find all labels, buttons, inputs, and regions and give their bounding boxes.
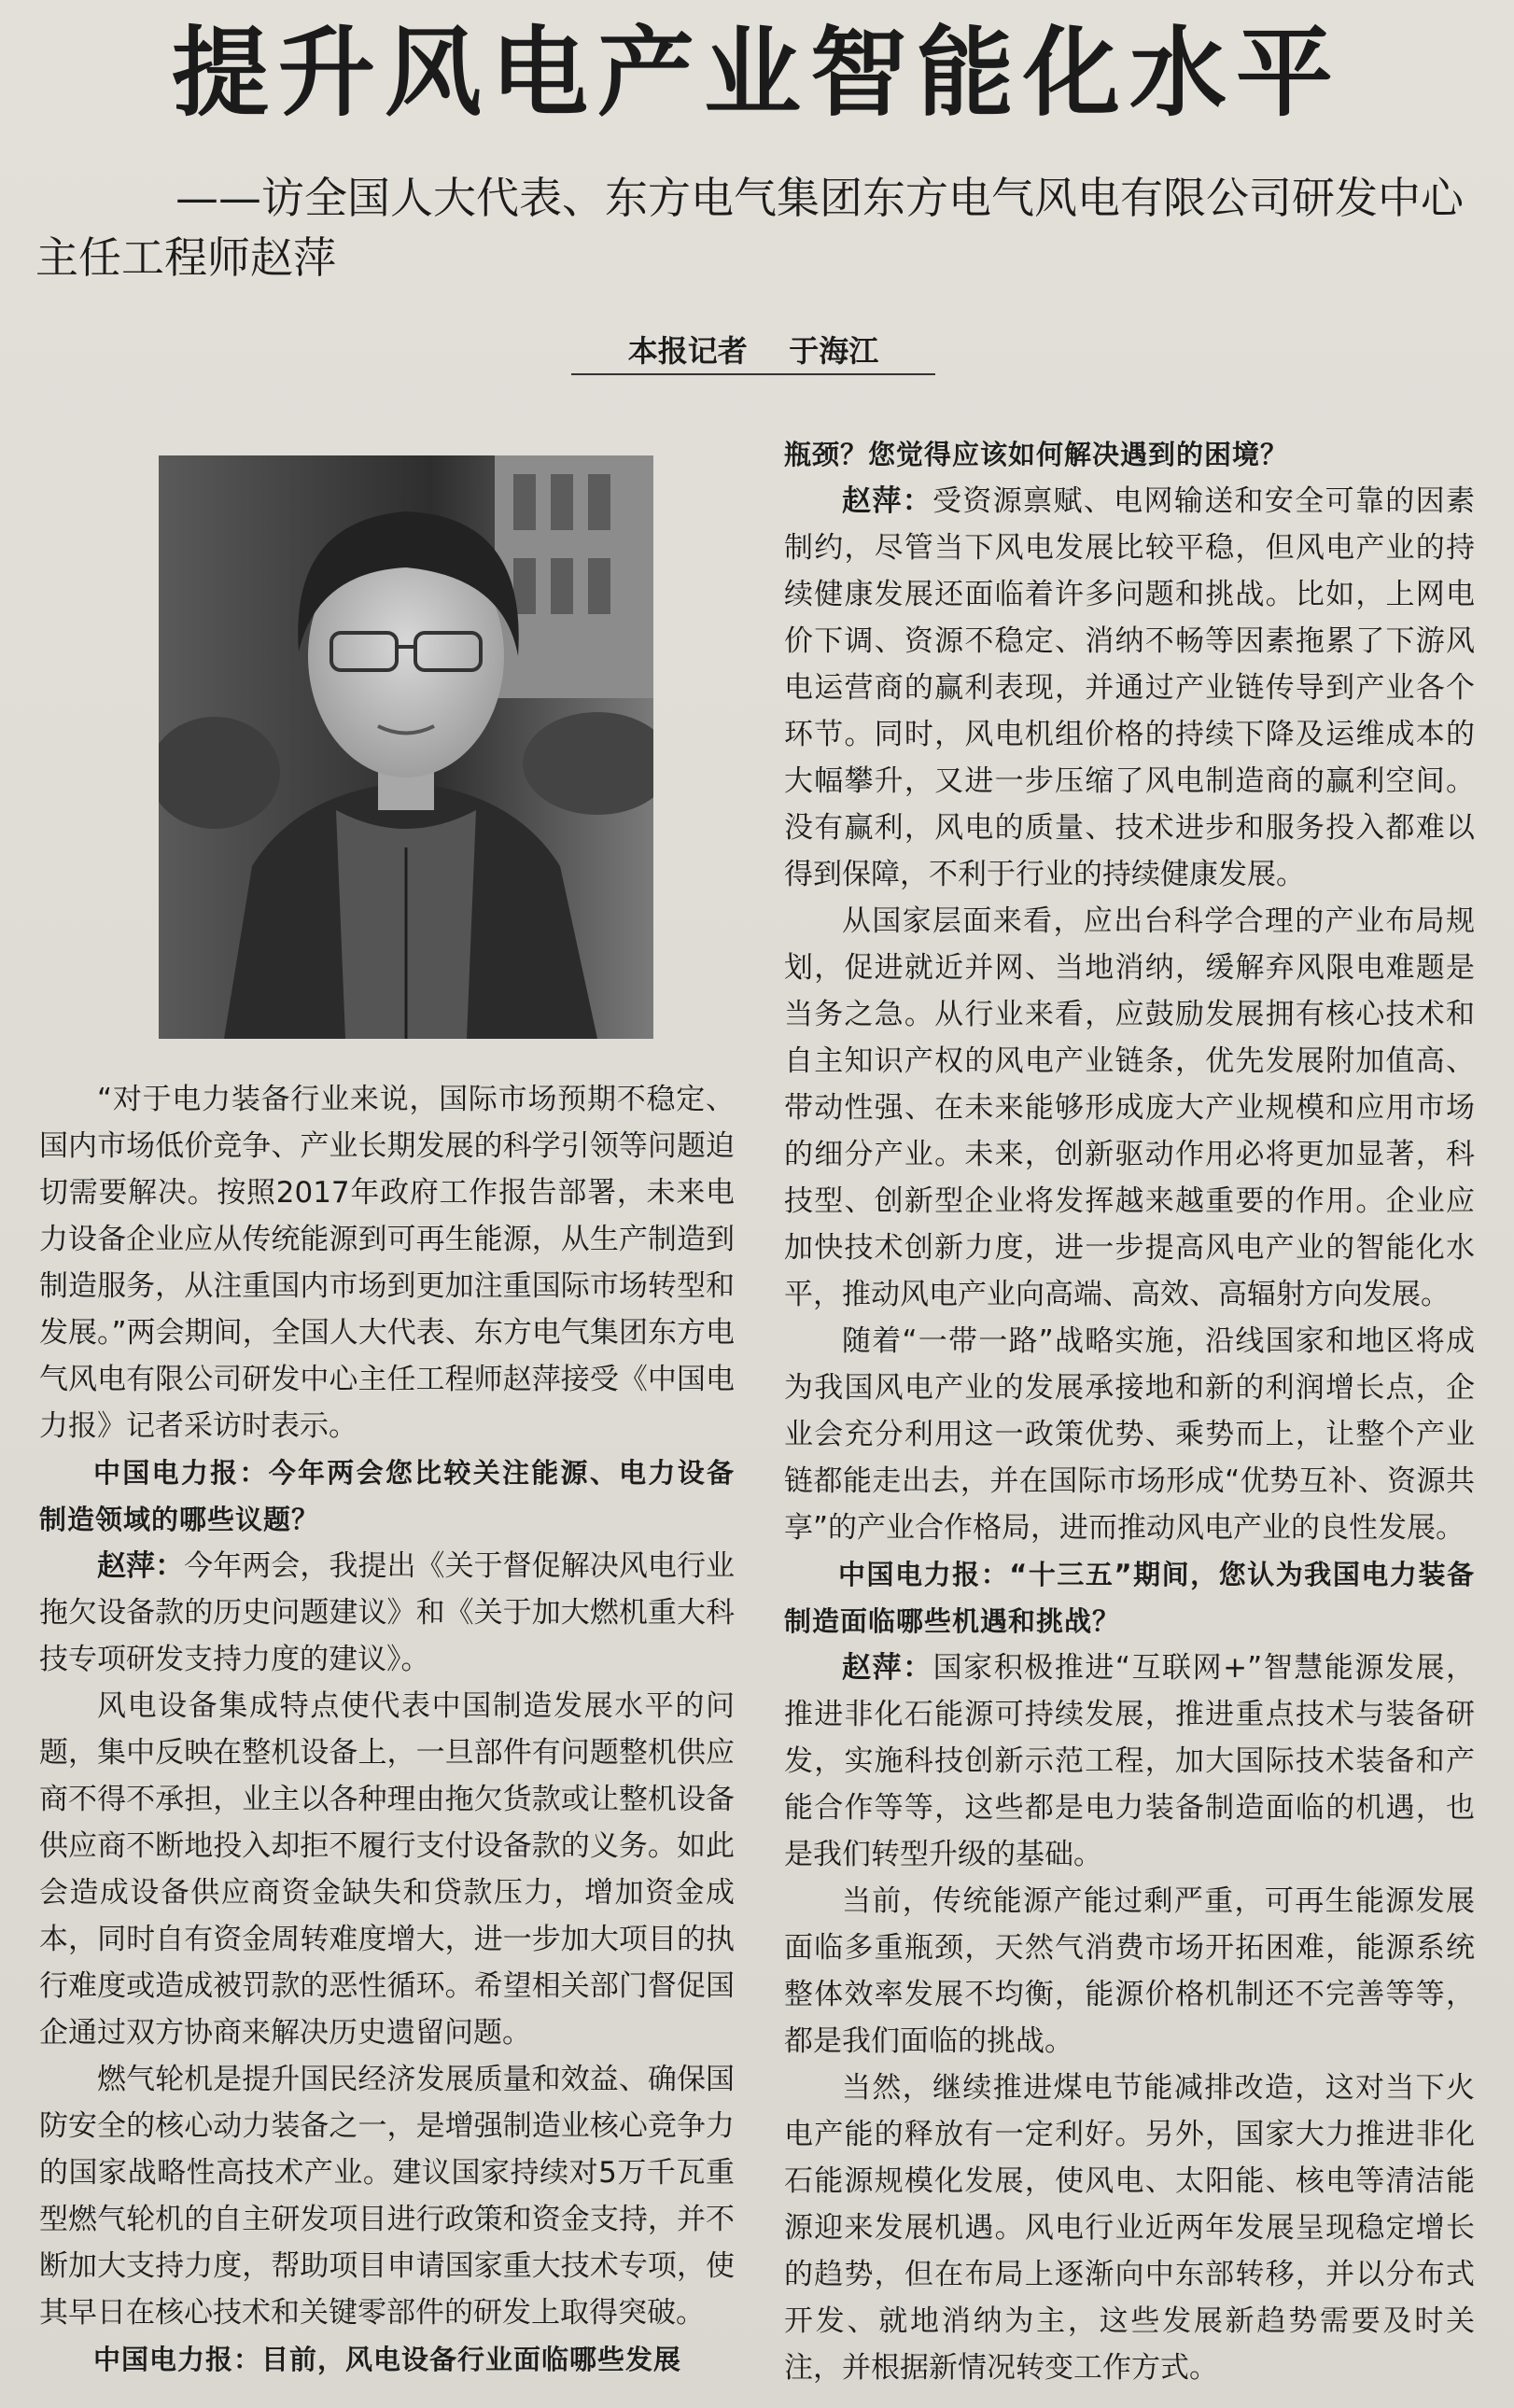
answer-text: 国家积极推进“互联网+”智慧能源发展，推进非化石能源可持续发展，推进重点技术与装备研发，实施科技创新示范工程，加大国际技术装备和产能合作等等，这些都是电力装备制造面临的机遇，也是我们转型升级的基础。 bbox=[784, 1651, 1476, 1871]
question-text: 目前，风电设备行业面临哪些发展 bbox=[261, 2344, 682, 2375]
body-paragraph: 风电设备集成特点使代表中国制造发展水平的问题，集中反映在整机设备上，一旦部件有问题整机供应商不得不承担，业主以各种理由拖欠货款或让整机设备供应商不断地投入却拒不履行支付设备款的义务。如此会造成设备供应商资金缺失和贷款压力，增加资金成本，同时自有资金周转难度增大，进一步加大项目的执行难度或造成被罚款的恶性循环。希望相关部门督促国企通过双方协商来解决历史遗留问题。 bbox=[39, 1689, 735, 2050]
body-paragraph: 随着“一带一路”战略实施，沿线国家和地区将成为我国风电产业的发展承接地和新的利润增长点，企业会充分利用这一政策优势、乘势而上，让整个产业链都能走出去，并在国际市场形成“优势互补、资源共享”的产业合作格局，进而推动风电产业的良性发展。 bbox=[784, 1324, 1475, 1545]
answer-speaker: 赵萍： bbox=[842, 484, 933, 518]
intro-paragraph: “对于电力装备行业来说，国际市场预期不稳定、国内市场低价竞争、产业长期发展的科学引领等问题迫切需要解决。按照2017年政府工作报告部署，未来电力设备企业应从传统能源到可再生能源，从生产制造到制造服务，从注重国内市场到更加注重国际市场转型和发展。”两会期间，全国人大代表、东方电气集团东方电气风电有限公司研发中心主任工程师赵萍接受《中国电力报》记者采访时表示。 bbox=[39, 1083, 735, 1443]
question-continuation: 瓶颈？您觉得应该如何解决遇到的困境？ bbox=[784, 439, 1289, 470]
body-paragraph: 当然，继续推进煤电节能减排改造，这对当下火电产能的释放有一定利好。另外，国家大力推进非化石能源规模化发展，使风电、太阳能、核电等清洁能源迎来发展机遇。风电行业近两年发展呈现稳定增长的趋势，但在布局上逐渐向中东部转移，并以分布式开发、就地消纳为主，这些发展新趋势需要及时关注，并根据新情况转变工作方式。 bbox=[784, 2071, 1475, 2385]
answer-text: 今年两会，我提出《关于督促解决风电行业拖欠设备款的历史问题建议》和《关于加大燃机重大科技专项研发支持力度的建议》。 bbox=[39, 1549, 736, 1676]
answer-text: 受资源禀赋、电网输送和安全可靠的因素制约，尽管当下风电发展比较平稳，但风电产业的持续健康发展还面临着许多问题和挑战。比如，上网电价下调、资源不稳定、消纳不畅等因素拖累了下游风电运营商的赢利表现，并通过产业链传导到产业各个环节。同时，风电机组价格的持续下降及运维成本的大幅攀升，又进一步压缩了风电制造商的赢利空间。没有赢利，风电的质量、技术进步和服务投入都难以得到保障，不利于行业的持续健康发展。 bbox=[784, 484, 1476, 891]
body-paragraph: 当前，传统能源产能过剩严重，可再生能源发展面临多重瓶颈，天然气消费市场开拓困难，能源系统整体效率发展不均衡，能源价格机制还不完善等等，都是我们面临的挑战。 bbox=[784, 1884, 1475, 2058]
article-subtitle: ——访全国人大代表、东方电气集团东方电气风电有限公司研发中心主任工程师赵萍 bbox=[35, 173, 1464, 283]
question-text: “十三五”期间，您认为我国电力装备制造面临哪些机遇和挑战？ bbox=[784, 1559, 1475, 1637]
question-paragraph bbox=[39, 2336, 735, 2383]
question-speaker: 中国电力报： bbox=[93, 1457, 269, 1489]
question-paragraph bbox=[39, 1449, 735, 1543]
left-column bbox=[39, 1076, 735, 2383]
answer-paragraph bbox=[39, 1543, 735, 1683]
right-column bbox=[784, 431, 1475, 2391]
answer-speaker: 赵萍： bbox=[97, 1549, 185, 1583]
body-paragraph: 从国家层面来看，应出台科学合理的产业布局规划，促进就近并网、当地消纳，缓解弃风限电难题是当务之急。从行业来看，应鼓励发展拥有核心技术和自主知识产权的风电产业链条，优先发展附加值高、带动性强、在未来能够形成庞大产业规模和应用市场的细分产业。未来，创新驱动作用必将更加显著，科技型、创新型企业将发挥越来越重要的作用。企业应加快技术创新力度，进一步提高风电产业的智能化水平，推动风电产业向高端、高效、高辐射方向发展。 bbox=[784, 904, 1475, 1311]
answer-paragraph bbox=[784, 1645, 1475, 1878]
question-speaker: 中国电力报： bbox=[838, 1559, 1010, 1590]
article-title: 提升风电产业智能化水平 bbox=[171, 15, 1342, 130]
question-text: 今年两会您比较关注能源、电力设备制造领域的哪些议题？ bbox=[39, 1457, 735, 1535]
article-byline: 本报记者 于海江 bbox=[571, 329, 935, 375]
answer-speaker: 赵萍： bbox=[842, 1651, 933, 1685]
body-paragraph: 燃气轮机是提升国民经济发展质量和效益、确保国防安全的核心动力装备之一，是增强制造业核心竞争力的国家战略性高技术产业。建议国家持续对5万千瓦重型燃气轮机的自主研发项目进行政策和资金支持，并不断加大支持力度，帮助项目申请国家重大技术专项，使其早日在核心技术和关键零部件的研发上取得突破。 bbox=[39, 2063, 735, 2330]
portrait-illustration bbox=[159, 455, 653, 1039]
portrait-photo bbox=[159, 455, 653, 1039]
answer-paragraph bbox=[784, 478, 1475, 898]
question-paragraph bbox=[784, 1551, 1475, 1645]
question-speaker: 中国电力报： bbox=[93, 2344, 262, 2375]
